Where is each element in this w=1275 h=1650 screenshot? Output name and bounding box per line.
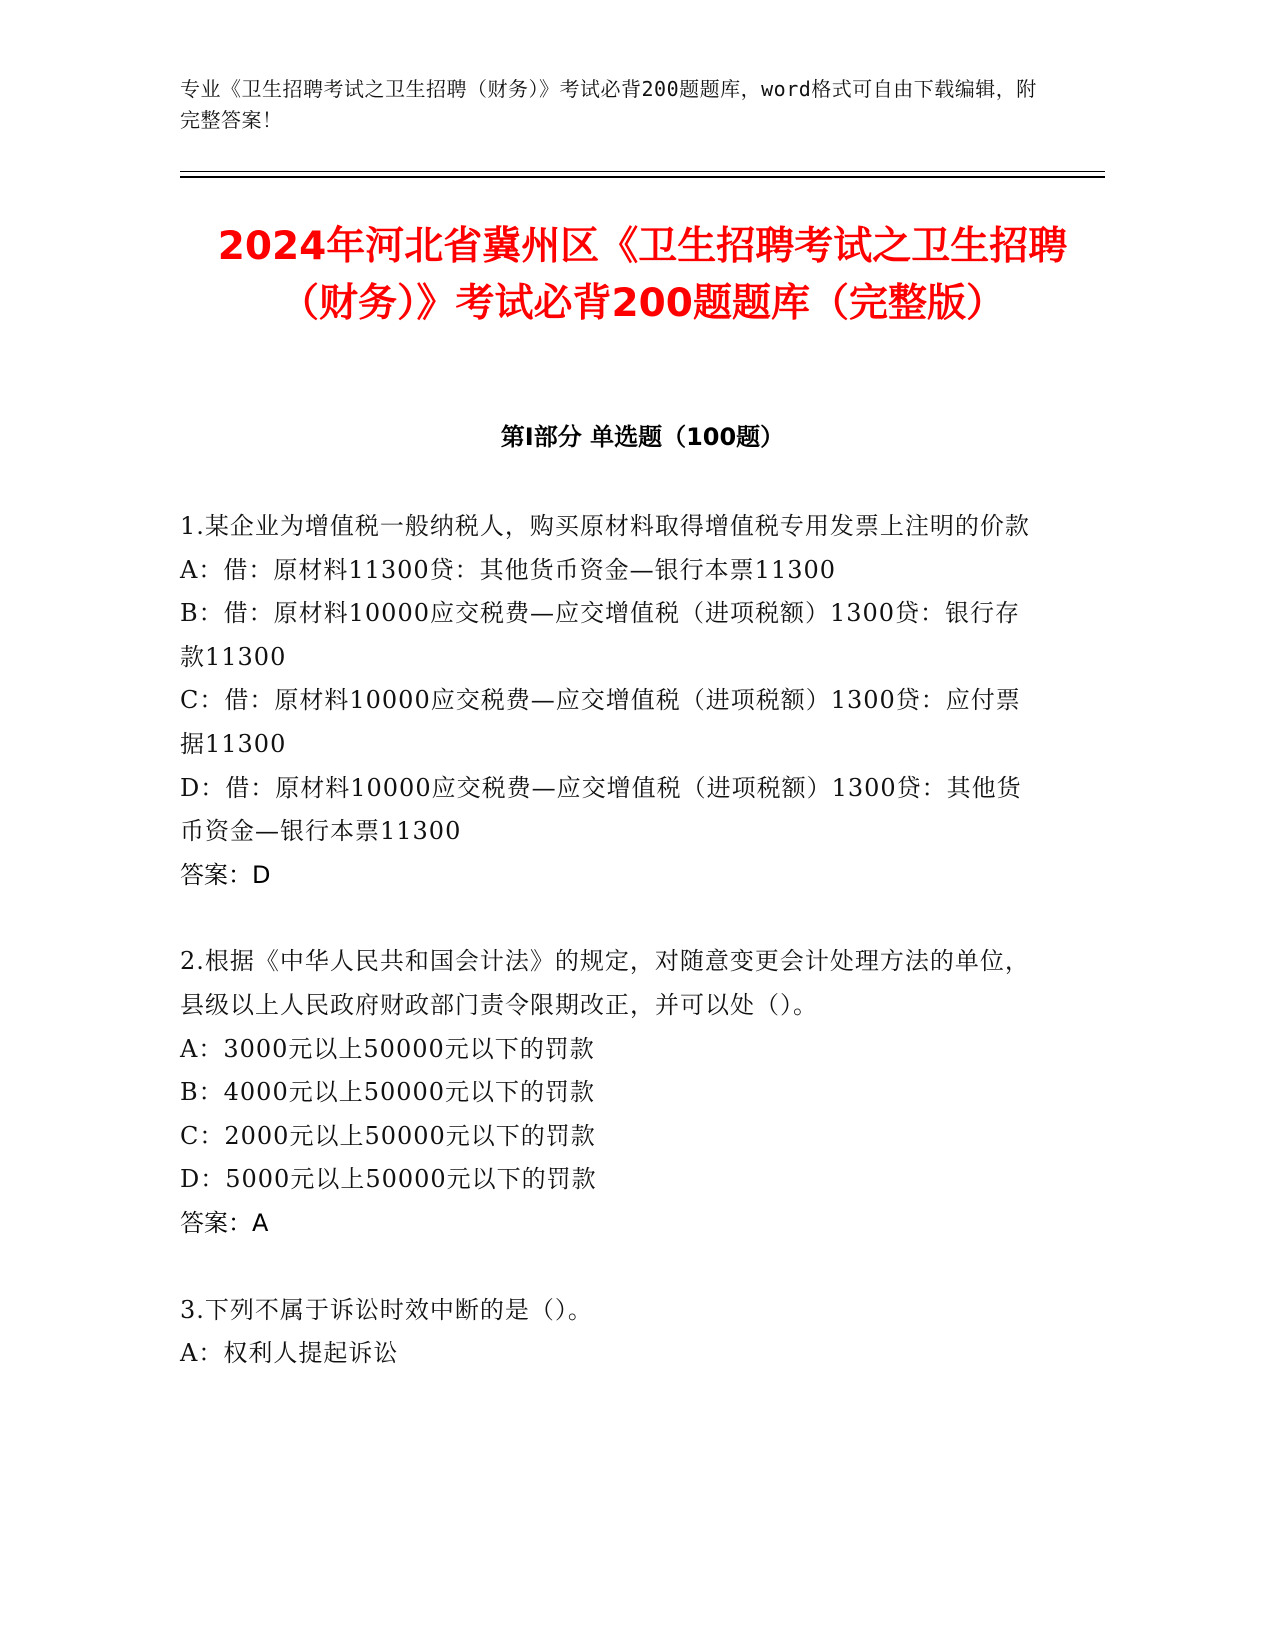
- question-stem: 2.根据《中华人民共和国会计法》的规定，对随意变更会计处理方法的单位，县级以上人民政府财政部门责令限期改正，并可以处（）。: [180, 947, 1030, 1019]
- option-d: D：借：原材料10000应交税费—应交增值税（进项税额）1300贷：其他货币资金—银行本票11300: [180, 773, 1022, 846]
- option-a: A：借：原材料11300贷：其他货币资金—银行本票11300: [180, 555, 837, 584]
- question-stem: 1.某企业为增值税一般纳税人，购买原材料取得增值税专用发票上注明的价款: [180, 512, 1030, 540]
- answer: 答案：D: [180, 860, 271, 889]
- section-title: 第I部分 单选题（100题）: [500, 423, 785, 451]
- answer: 答案：A: [180, 1208, 269, 1237]
- option-c: C：2000元以上50000元以下的罚款: [180, 1121, 596, 1150]
- header-note: 专业《卫生招聘考试之卫生招聘（财务）》考试必背200题题库，word格式可自由下载编辑，附完整答案！: [180, 77, 1037, 132]
- option-b: B：借：原材料10000应交税费—应交增值税（进项税额）1300贷：银行存款11300: [180, 599, 1021, 671]
- document-title: 2024年河北省冀州区《卫生招聘考试之卫生招聘（财务）》考试必背200题题库（完整版）: [217, 224, 1068, 326]
- question-stem: 3.下列不属于诉讼时效中断的是（）。: [180, 1295, 593, 1324]
- option-a: A：权利人提起诉讼: [180, 1339, 399, 1368]
- header-divider-thick: [180, 176, 1105, 178]
- question-3: [180, 1289, 1040, 1376]
- header-divider-thin: [180, 171, 1105, 172]
- option-d: D：5000元以上50000元以下的罚款: [180, 1165, 597, 1194]
- option-c: C：借：原材料10000应交税费—应交增值税（进项税额）1300贷：应付票据11300: [180, 686, 1021, 758]
- option-b: B：4000元以上50000元以下的罚款: [180, 1078, 596, 1107]
- option-a: A：3000元以上50000元以下的罚款: [180, 1034, 595, 1063]
- question-1: [180, 505, 1040, 897]
- question-list: [180, 505, 1040, 1419]
- question-2: [180, 940, 1040, 1245]
